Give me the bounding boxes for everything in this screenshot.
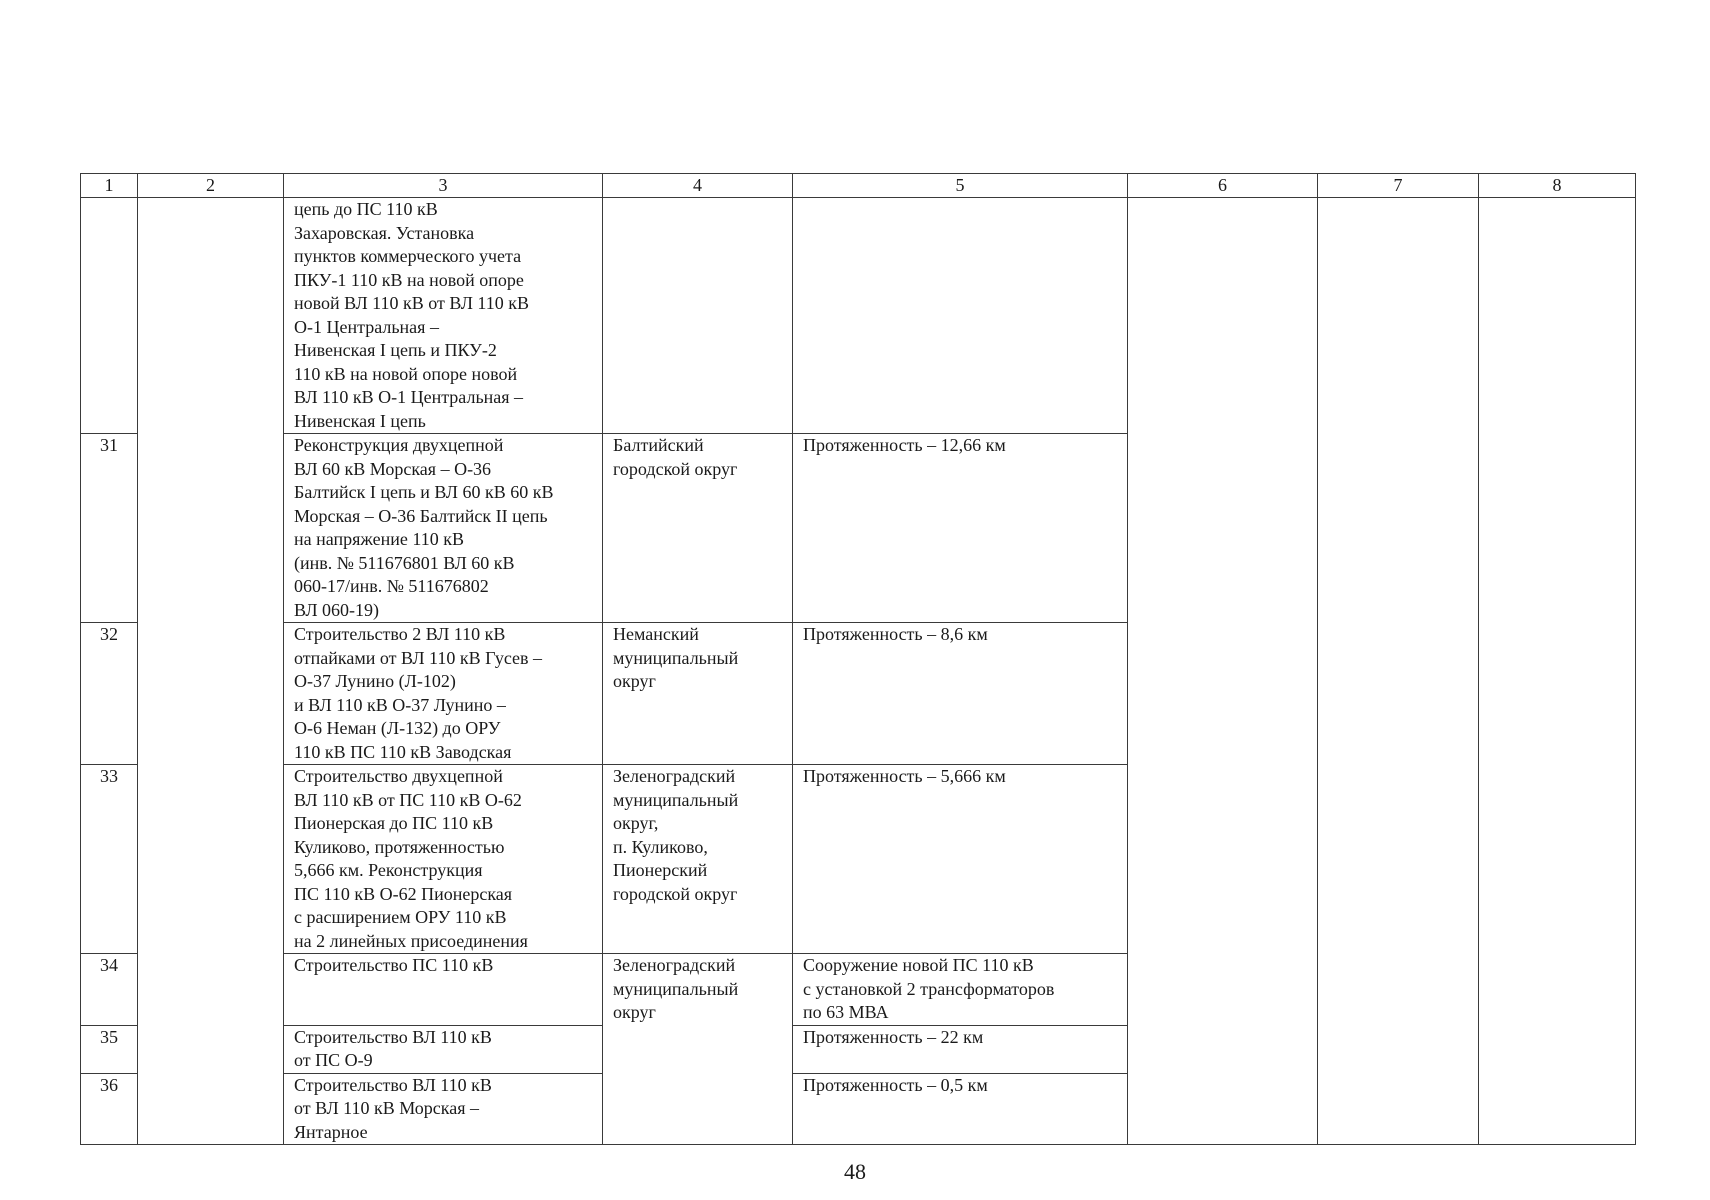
object-name-cell: Строительство ВЛ 110 кВ от ВЛ 110 кВ Морская – Янтарное: [284, 1073, 603, 1145]
location-cell: Балтийский городской округ: [603, 434, 793, 623]
row-number-cell: 32: [81, 623, 138, 765]
column-header: 3: [284, 174, 603, 198]
register-table: [80, 173, 1636, 1145]
column-header: 2: [138, 174, 284, 198]
params-cell: Протяженность – 8,6 км: [793, 623, 1128, 765]
row-number-cell: 35: [81, 1025, 138, 1073]
object-name-cell: Строительство двухцепной ВЛ 110 кВ от ПС 110 кВ О-62 Пионерская до ПС 110 кВ Куликово, протяженностью 5,666 км. Реконструкция ПС 110 кВ О-62 Пионерская с расширением ОРУ 110 кВ на 2 линейных присоединения: [284, 765, 603, 954]
column-header: 5: [793, 174, 1128, 198]
params-cell: Протяженность – 5,666 км: [793, 765, 1128, 954]
column-header: 4: [603, 174, 793, 198]
table-row: [81, 198, 1636, 434]
row-number-cell: 34: [81, 954, 138, 1026]
params-cell: Протяженность – 0,5 км: [793, 1073, 1128, 1145]
column-header: 1: [81, 174, 138, 198]
col8-cell: [1479, 198, 1636, 1145]
location-cell: [603, 198, 793, 434]
column-header: 7: [1318, 174, 1479, 198]
page-number: 48: [844, 1159, 866, 1184]
params-cell: Протяженность – 22 км: [793, 1025, 1128, 1073]
col6-cell: [1128, 198, 1318, 1145]
table-header-row: [81, 174, 1636, 198]
object-name-cell: цепь до ПС 110 кВ Захаровская. Установка пунктов коммерческого учета ПКУ-1 110 кВ на новой опоре новой ВЛ 110 кВ от ВЛ 110 кВ О-1 Центральная – Нивенская I цепь и ПКУ-2 110 кВ на новой опоре новой ВЛ 110 кВ О-1 Центральная – Нивенская I цепь: [284, 198, 603, 434]
location-cell: Зеленоградский муниципальный округ, п. Куликово, Пионерский городской округ: [603, 765, 793, 954]
params-cell: Сооружение новой ПС 110 кВ с установкой 2 трансформаторов по 63 МВА: [793, 954, 1128, 1026]
location-cell: Неманский муниципальный округ: [603, 623, 793, 765]
col7-cell: [1318, 198, 1479, 1145]
object-name-cell: Реконструкция двухцепной ВЛ 60 кВ Морская – О-36 Балтийск I цепь и ВЛ 60 кВ 60 кВ Морская – О-36 Балтийск II цепь на напряжение 110 кВ (инв. № 511676801 ВЛ 60 кВ 060-17/инв. № 511676802 ВЛ 060-19): [284, 434, 603, 623]
location-cell: Зеленоградский муниципальный округ: [603, 954, 793, 1145]
object-name-cell: Строительство ВЛ 110 кВ от ПС О-9: [284, 1025, 603, 1073]
object-name-cell: Строительство ПС 110 кВ: [284, 954, 603, 1026]
row-number-cell: 33: [81, 765, 138, 954]
object-name-cell: Строительство 2 ВЛ 110 кВ отпайками от ВЛ 110 кВ Гусев – О-37 Лунино (Л-102) и ВЛ 110 кВ О-37 Лунино – О-6 Неман (Л-132) до ОРУ 110 кВ ПС 110 кВ Заводская: [284, 623, 603, 765]
row-number-cell: 31: [81, 434, 138, 623]
row-number-cell: [81, 198, 138, 434]
column-header: 8: [1479, 174, 1636, 198]
col2-cell: [138, 198, 284, 1145]
params-cell: [793, 198, 1128, 434]
row-number-cell: 36: [81, 1073, 138, 1145]
params-cell: Протяженность – 12,66 км: [793, 434, 1128, 623]
column-header: 6: [1128, 174, 1318, 198]
